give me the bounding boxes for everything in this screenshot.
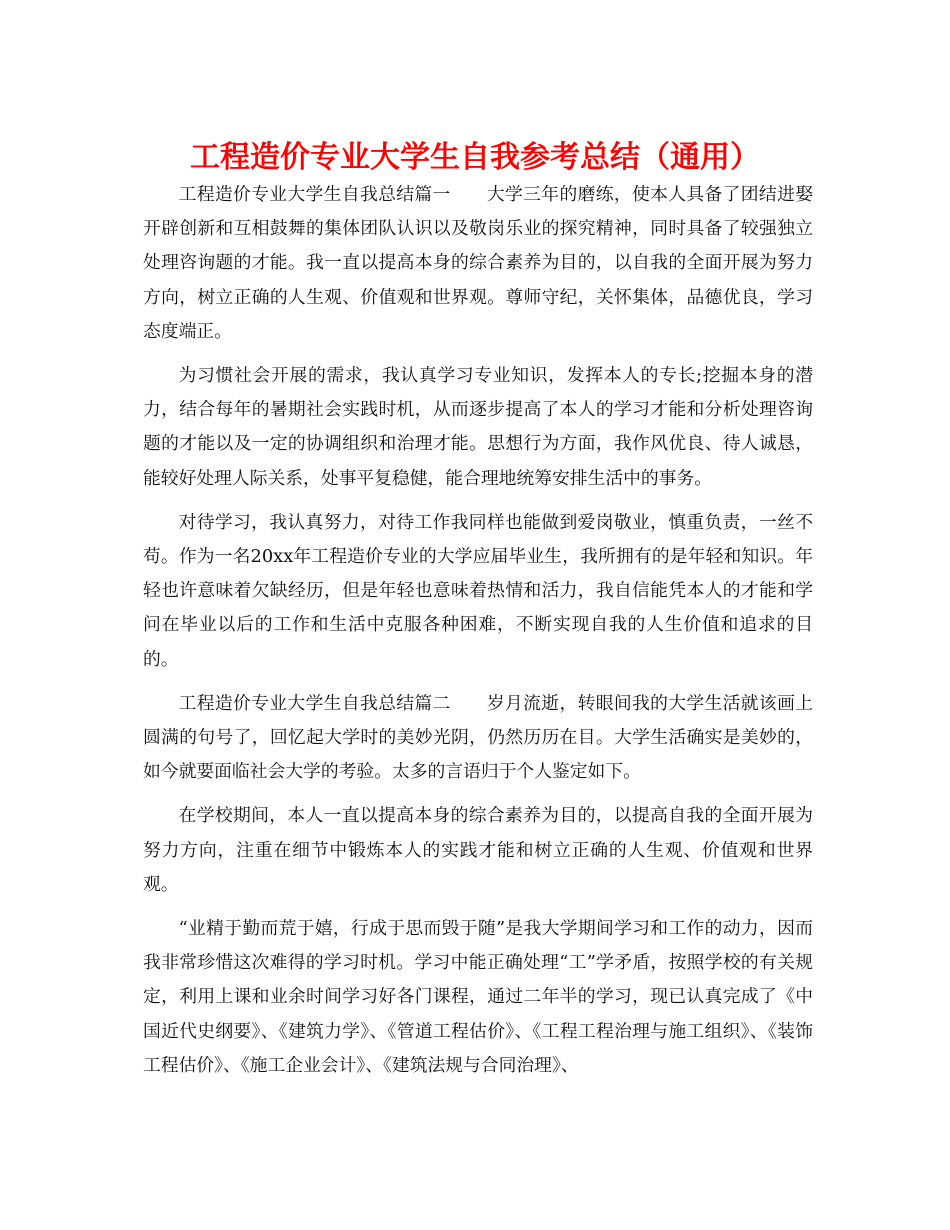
- document-title: 工程造价专业大学生自我参考总结（通用）: [190, 140, 760, 175]
- paragraph-6: “业精于勤而荒于嬉，行成于思而毁于随”是我大学期间学习和工作的动力，因而我非常珍惜这次难得的学习时机。学习中能正确处理“工”学矛盾，按照学校的有关规定，利用上课和业余时间学习好各门课程，通过二年半的学习，现已认真完成了《中国近代史纲要》、《建筑力学》、《管道工程估价》、《工程工程治理与施工组织》、《装饰工程估价》、《施工企业会计》、《建筑法规与合同治理》、: [143, 918, 813, 1076]
- document-body: [143, 178, 813, 1083]
- paragraph-5: 在学校期间，本人一直以提高本身的综合素养为目的，以提高自我的全面开展为努力方向，注重在细节中锻炼本人的实践才能和树立正确的人生观、价值观和世界观。: [143, 805, 813, 895]
- paragraph-2: 为习惯社会开展的需求，我认真学习专业知识，发挥本人的专长;挖掘本身的潜力，结合每年的暑期社会实践时机，从而逐步提高了本人的学习才能和分析处理咨询题的才能以及一定的协调组织和治理才能。思想行为方面，我作风优良、待人诚恳，能较好处理人际关系，处事平复稳健，能合理地统筹安排生活中的事务。: [143, 365, 813, 489]
- paragraph-1: 工程造价专业大学生自我总结篇一 大学三年的磨练，使本人具备了团结进娶开辟创新和互相鼓舞的集体团队认识以及敬岗乐业的探究精神，同时具备了较强独立处理咨询题的才能。我一直以提高本身的综合素养为目的，以自我的全面开展为努力方向，树立正确的人生观、价值观和世界观。尊师守纪，关怀集体，品德优良，学习态度端正。: [143, 184, 813, 342]
- paragraph-3: 对待学习，我认真努力，对待工作我同样也能做到爱岗敬业，慎重负责，一丝不苟。作为一名20xx年工程造价专业的大学应届毕业生，我所拥有的是年轻和知识。年轻也许意味着欠缺经历，但是年轻也意味着热情和活力，我自信能凭本人的才能和学问在毕业以后的工作和生活中克服各种困难，不断实现自我的人生价值和追求的目的。: [143, 511, 813, 670]
- paragraph-4: 工程造价专业大学生自我总结篇二 岁月流逝，转眼间我的大学生活就该画上圆满的句号了，回忆起大学时的美妙光阴，仍然历历在目。大学生活确实是美妙的，如今就要面临社会大学的考验。太多的言语归于个人鉴定如下。: [143, 692, 813, 783]
